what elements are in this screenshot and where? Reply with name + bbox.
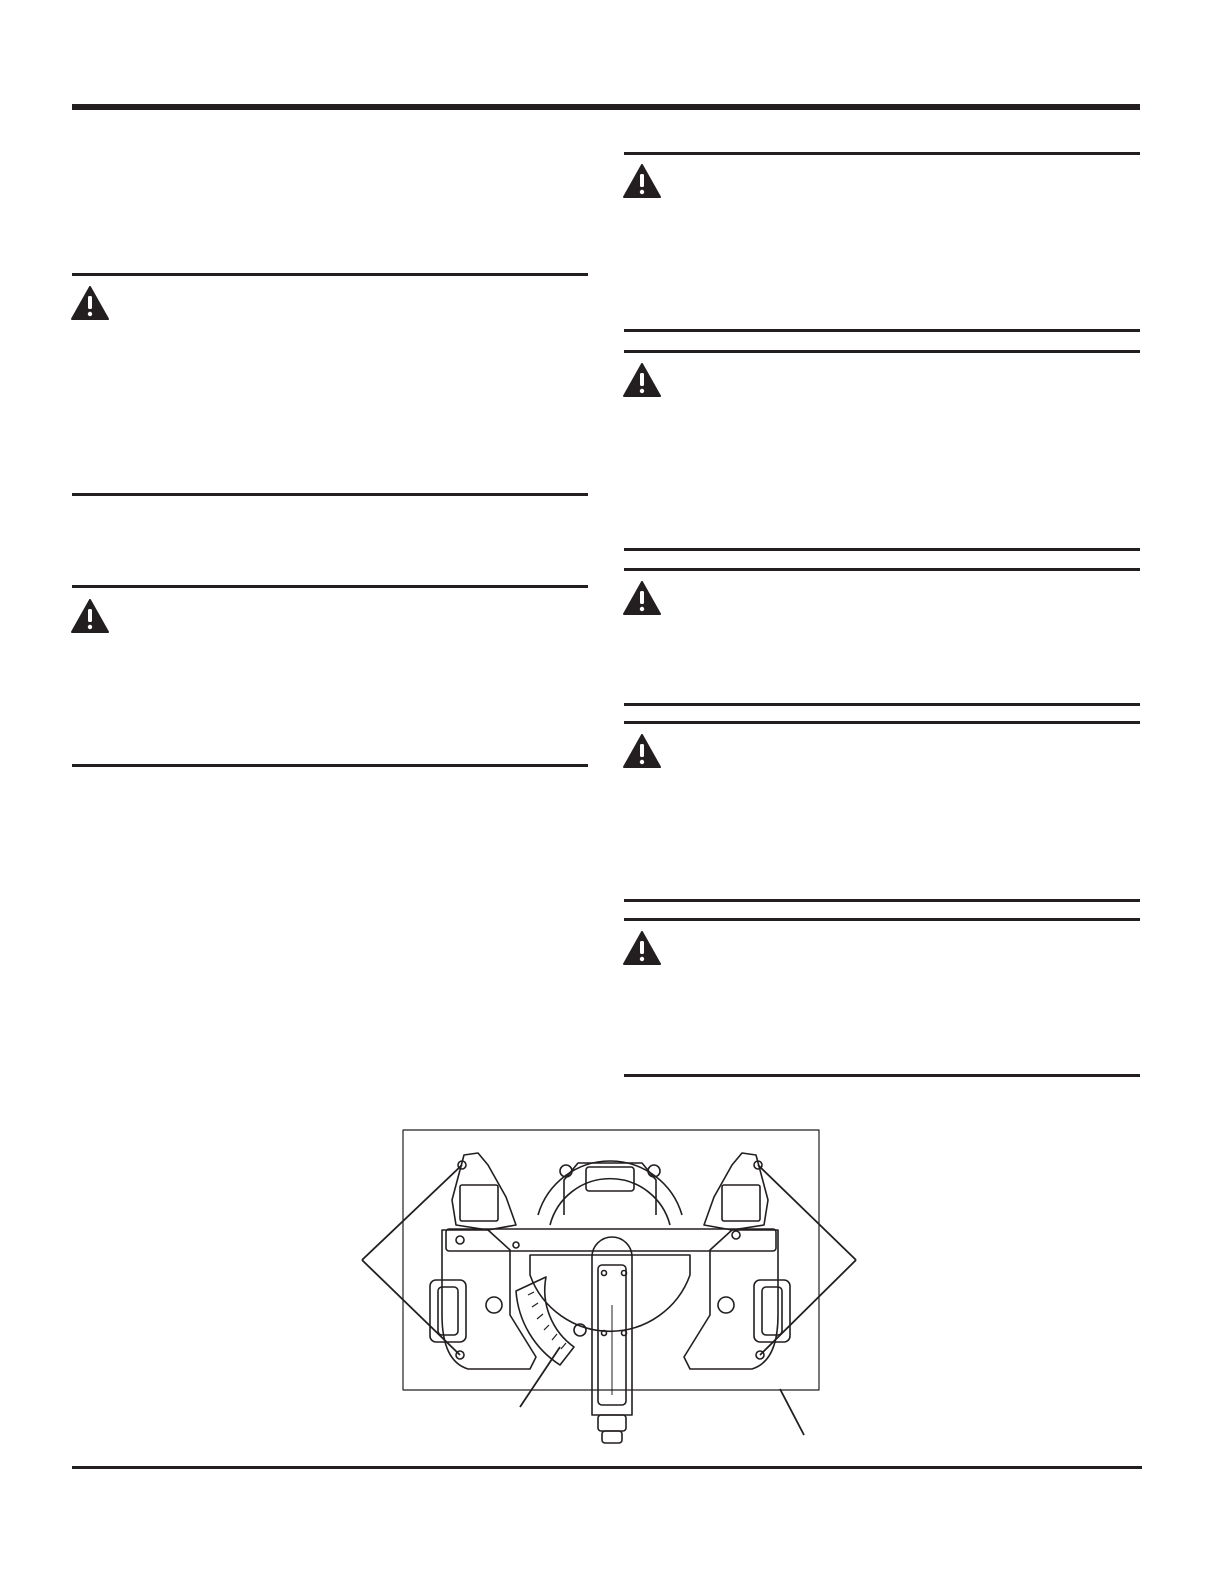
left-base-hole (486, 1297, 502, 1313)
warning-triangle-icon (71, 599, 109, 633)
right-warning-box-2-bottom-rule (624, 548, 1140, 551)
right-handle (754, 1280, 790, 1342)
right-warning-box-1-top-rule (624, 152, 1140, 155)
turntable (530, 1255, 690, 1331)
right-fence-tab (704, 1153, 768, 1230)
workbench-leader (780, 1389, 804, 1435)
warning-triangle-icon (623, 734, 661, 768)
warning-triangle-icon (623, 164, 661, 198)
left-fence-tab (452, 1153, 516, 1230)
header-rule (72, 104, 1140, 110)
warning-triangle-icon (623, 581, 661, 615)
right-warning-box-4-top-rule (624, 721, 1140, 724)
right-base-hole (718, 1297, 734, 1313)
footer-rule (72, 1466, 1142, 1469)
warning-triangle-icon (623, 931, 661, 965)
warning-triangle-icon (623, 363, 661, 397)
left-callout-leaders (362, 1165, 462, 1355)
left-handle (430, 1280, 466, 1342)
left-warning-box-2-top-rule (72, 585, 588, 588)
saw-handle-grip (598, 1415, 626, 1431)
miter-scale-leader (520, 1347, 560, 1407)
miter-saw-illustration (360, 1125, 860, 1445)
right-warning-box-1-bottom-rule (624, 329, 1140, 332)
left-fence-window (460, 1185, 498, 1221)
left-warning-box-1-top-rule (72, 273, 588, 276)
right-warning-box-3-top-rule (624, 568, 1140, 571)
left-warning-box-2-bottom-rule (72, 764, 588, 767)
warning-triangle-icon (71, 286, 109, 320)
miter-scale (516, 1277, 574, 1365)
right-callout-leaders (758, 1165, 856, 1355)
right-warning-box-2-top-rule (624, 350, 1140, 353)
motor-housing (564, 1163, 656, 1215)
fence (446, 1229, 776, 1251)
right-warning-box-4-bottom-rule (624, 899, 1140, 902)
right-warning-box-3-bottom-rule (624, 703, 1140, 706)
right-warning-box-5-bottom-rule (624, 1074, 1140, 1077)
left-warning-box-1-bottom-rule (72, 493, 588, 496)
right-warning-box-5-top-rule (624, 918, 1140, 921)
right-fence-window (722, 1185, 760, 1221)
